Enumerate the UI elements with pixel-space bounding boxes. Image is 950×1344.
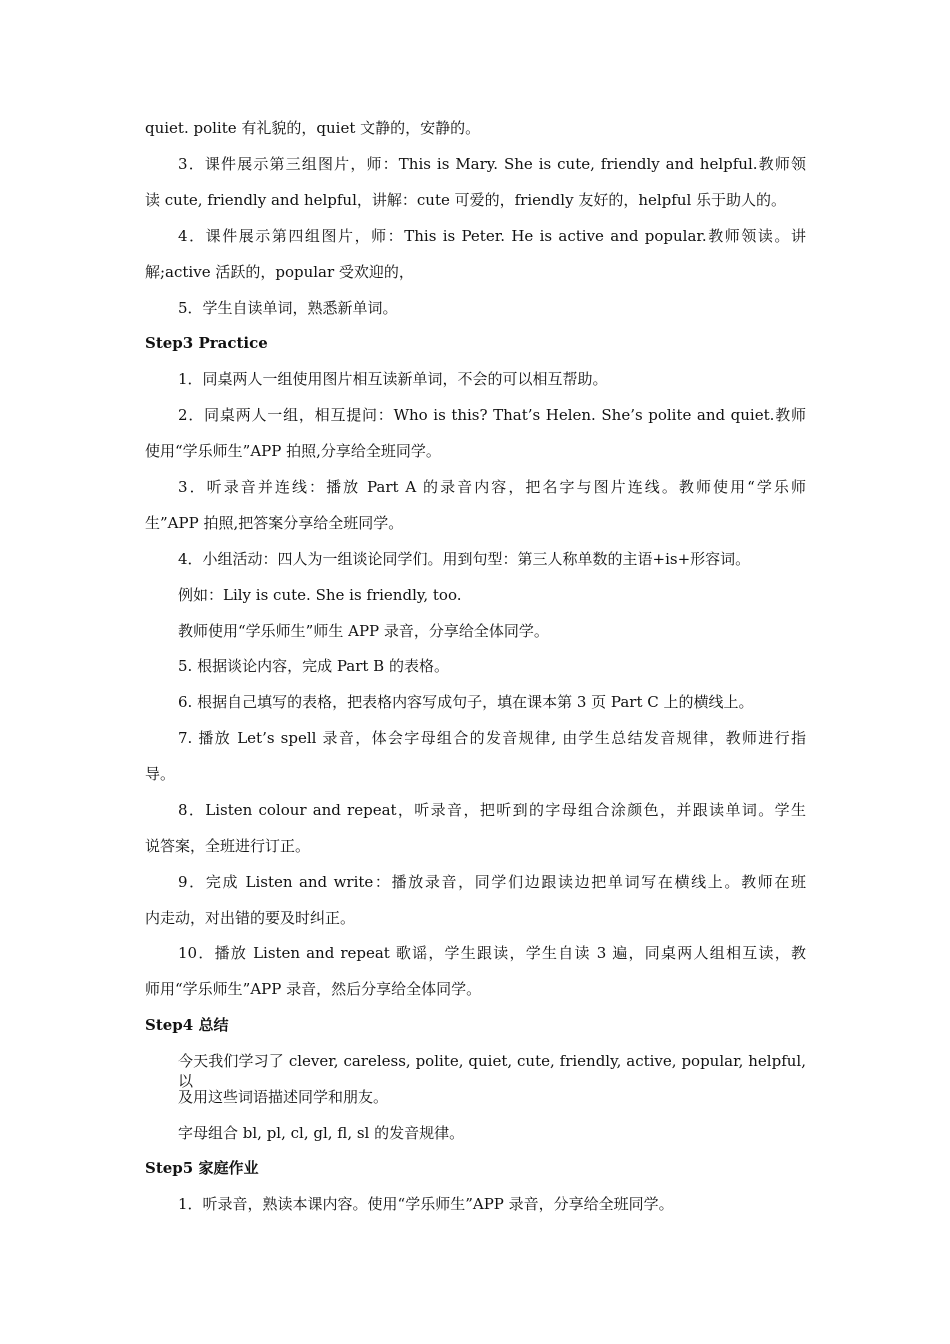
text-line: 4．课件展示第四组图片，师：This is Peter. He is active and popular.教师领读。讲 (178, 227, 806, 245)
text-line: 3．课件展示第三组图片，师：This is Mary. She is cute, friendly and helpful.教师领 (178, 155, 806, 173)
section-heading: Step3 Practice (145, 334, 268, 352)
text-line: 解;active 活跃的，popular 受欢迎的， (145, 263, 414, 281)
text-line: 教师使用“学乐师生”师生 APP 录音，分享给全体同学。 (178, 622, 549, 640)
text-line: 9．完成 Listen and write：播放录音，同学们边跟读边把单词写在横线上。教师在班 (178, 873, 806, 891)
text-line: 6. 根据自己填写的表格，把表格内容写成句子，填在课本第 3 页 Part C 上的横线上。 (178, 693, 754, 711)
text-line: 2．同桌两人一组，相互提问：Who is this? That’s Helen. She’s polite and quiet.教师 (178, 406, 806, 424)
text-line: quiet. polite 有礼貌的，quiet 文静的，安静的。 (145, 119, 481, 137)
text-line: 5. 根据谈论内容，完成 Part B 的表格。 (178, 657, 449, 675)
text-line: 导。 (145, 765, 176, 783)
text-line: 今天我们学习了 clever, careless, polite, quiet, cute, friendly, active, popular, helpful,以 (178, 1052, 806, 1090)
text-line: 使用“学乐师生”APP 拍照,分享给全班同学。 (145, 442, 441, 460)
text-line: 8．Listen colour and repeat，听录音，把听到的字母组合涂颜色，并跟读单词。学生 (178, 801, 806, 819)
text-line: 5．学生自读单词，熟悉新单词。 (178, 299, 398, 317)
text-line: 字母组合 bl, pl, cl, gl, fl, sl 的发音规律。 (178, 1124, 465, 1142)
section-heading: Step4 总结 (145, 1016, 229, 1034)
text-line: 师用“学乐师生”APP 录音，然后分享给全体同学。 (145, 980, 482, 998)
text-line: 1．同桌两人一组使用图片相互读新单词，不会的可以相互帮助。 (178, 370, 608, 388)
text-line: 10．播放 Listen and repeat 歌谣，学生跟读，学生自读 3 遍，同桌两人组相互读，教 (178, 944, 806, 962)
text-line: 例如：Lily is cute. She is friendly, too. (178, 586, 462, 604)
section-heading: Step5 家庭作业 (145, 1159, 259, 1177)
text-line: 内走动，对出错的要及时纠正。 (145, 909, 356, 927)
text-line: 及用这些词语描述同学和朋友。 (178, 1088, 389, 1106)
text-line: 说答案，全班进行订正。 (145, 837, 311, 855)
text-line: 3．听录音并连线：播放 Part A 的录音内容，把名字与图片连线。教师使用“学乐师 (178, 478, 806, 496)
text-line: 生”APP 拍照,把答案分享给全班同学。 (145, 514, 404, 532)
text-line: 7. 播放 Let’s spell 录音，体会字母组合的发音规律, 由学生总结发音规律，教师进行指 (178, 729, 806, 747)
text-line: 1．听录音，熟读本课内容。使用“学乐师生”APP 录音，分享给全班同学。 (178, 1195, 674, 1213)
text-line: 4．小组活动：四人为一组谈论同学们。用到句型：第三人称单数的主语+is+形容词。 (178, 550, 751, 568)
text-line: 读 cute, friendly and helpful，讲解：cute 可爱的，friendly 友好的，helpful 乐于助人的。 (145, 191, 787, 209)
